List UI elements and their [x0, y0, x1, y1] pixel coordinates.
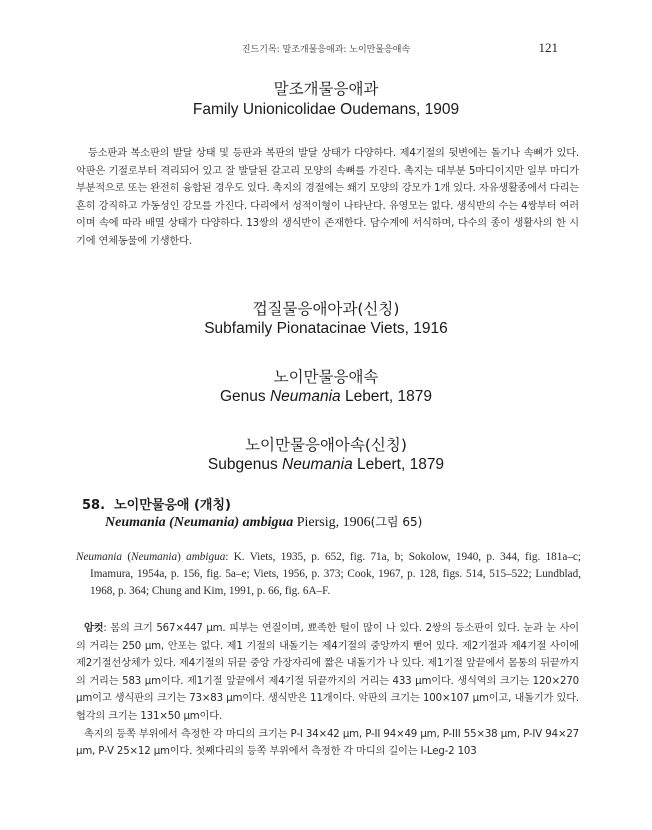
species-number: 58.	[82, 498, 106, 513]
subfamily-title-korean: 껍질물응애아과(신칭)	[252, 300, 400, 318]
running-header: 진드기목: 말조개물응애과: 노이만물응애속	[241, 45, 411, 55]
genus-author: Lebert, 1879	[340, 388, 432, 405]
subgenus-author: Lebert, 1879	[352, 456, 445, 473]
subgenus-title-korean: 노이만물응애아속(신칭)	[245, 436, 407, 454]
genus-title-korean: 노이만물응애속	[273, 368, 379, 386]
species-heading	[82, 494, 231, 513]
synonymy-citations: : K. Viets, 1935, p. 652, fig. 71a, b; Sokolow, 1940, p. 344, fig. 181a–c; Imamura, 1954a, p. 156, fig. 5a–e; Viets, 1956, p. 373; Cook, 1967, p. 128, figs. 514, 515–522; Lundblad, 1968, p. 364; Chung and Kim, 1991, p. 66, fig. 6A–F.	[90, 551, 582, 598]
synonymy-epithet: ambigua	[186, 551, 226, 563]
synonymy-list: Neumania (Neumania) ambigua: K. Viets, 1935, p. 652, fig. 71a, b; Sokolow, 1940, p. 344, fig. 181a–c; Imamura, 1954a, p. 156, fig. 5a–e; Viets, 1956, p. 373; Cook, 1967, p. 128, figs. 514, 515–522; Lundblad, 1968, p. 364; Chung and Kim, 1991, p. 66, fig. 6A–F.	[76, 551, 582, 598]
synonymy-subgenus: Neumania	[131, 551, 178, 563]
family-title-korean: 말조개물응애과	[273, 80, 379, 98]
subgenus-title-english	[0, 456, 652, 474]
species-scientific-name	[105, 513, 422, 531]
female-description	[76, 620, 579, 761]
genus-title-english	[0, 388, 652, 406]
page-number: 121	[538, 40, 558, 55]
species-author: Piersig, 1906	[293, 515, 371, 530]
female-lead: 암컷	[84, 623, 104, 634]
subfamily-title-english: Subfamily Pionatacinae Viets, 1916	[204, 320, 448, 337]
genus-prefix: Genus	[220, 388, 270, 405]
synonymy-genus: Neumania	[76, 551, 122, 563]
female-text-continued: 촉지의 등쪽 부위에서 측정한 각 마디의 크기는 P-I 34×42 μm, P-II 94×49 μm, P-III 55×38 μm, P-IV 94×27 μm, P-V 25×12 μm이다. 첫째다리의 등쪽 부위에서 측정한 각 마디의 길이는 I-Leg-2 103	[76, 728, 579, 758]
family-description: 등소판과 복소판의 발달 상태 및 등판과 복판의 발달 상태가 다양하다. 제4기절의 뒷변에는 돌기나 속뼈가 있다. 악판은 기절로부터 격리되어 있고 잘 발달된 갈고리 모양의 속뼈를 가진다. 촉지는 대부분 5마디이지만 일부 마디가 부분적으로 또는 완전히 융합된 경우도 있다. 촉지의 경절에는 쐐기 모양의 강모가 1개 있다. 자유생활종에서 다리는 흔히 강직하고 가동성인 강모를 가진다. 다리에서 성적이형이 나타난다. 유영모는 없다. 생식반의 수는 4쌍부터 여러이며 속에 따라 배열 상태가 다양하다. 13쌍의 생식반이 존재한다. 담수계에 서식하며, 다수의 종이 생활사의 한 시기에 연체동물에 기생한다.	[76, 148, 579, 247]
genus-name: Neumania	[269, 388, 341, 405]
species-binomial: Neumania (Neumania) ambigua	[105, 515, 294, 530]
species-figure-ref: (그림 65)	[370, 515, 423, 529]
female-text: : 몸의 크기 567×447 μm. 피부는 연질이며, 뾰족한 털이 많이 나 있다. 2쌍의 등소판이 있다. 눈과 눈 사이의 거리는 250 μm, 안포는 없다. 제1 기절의 내돌기는 제4기절의 중앙까지 뻗어 있다. 제2기절과 제4기절 사이에 제2기절선상체가 있다. 제4기절의 뒤끝 중앙 가장자리에 짧은 내돌기가 나 있다. 제1기절 앞끝에서 몸통의 뒤끝까지의 거리는 583 μm이다. 제1기절 앞끝에서 제4기절 뒤끝까지의 거리는 433 μm이다. 생식역의 크기는 120×270 μm이고 생식판의 크기는 73×83 μm이다. 생식반은 11개이다. 악판의 크기는 100×107 μm이고, 내돌기가 있다. 협각의 크기는 131×50 μm이다.	[76, 623, 579, 722]
subgenus-prefix: Subgenus	[207, 456, 283, 473]
subgenus-name: Neumania	[282, 456, 353, 473]
family-title-english: Family Unionicolidae Oudemans, 1909	[192, 101, 460, 118]
species-title-korean: 노이만물응애 (개칭)	[114, 498, 231, 513]
